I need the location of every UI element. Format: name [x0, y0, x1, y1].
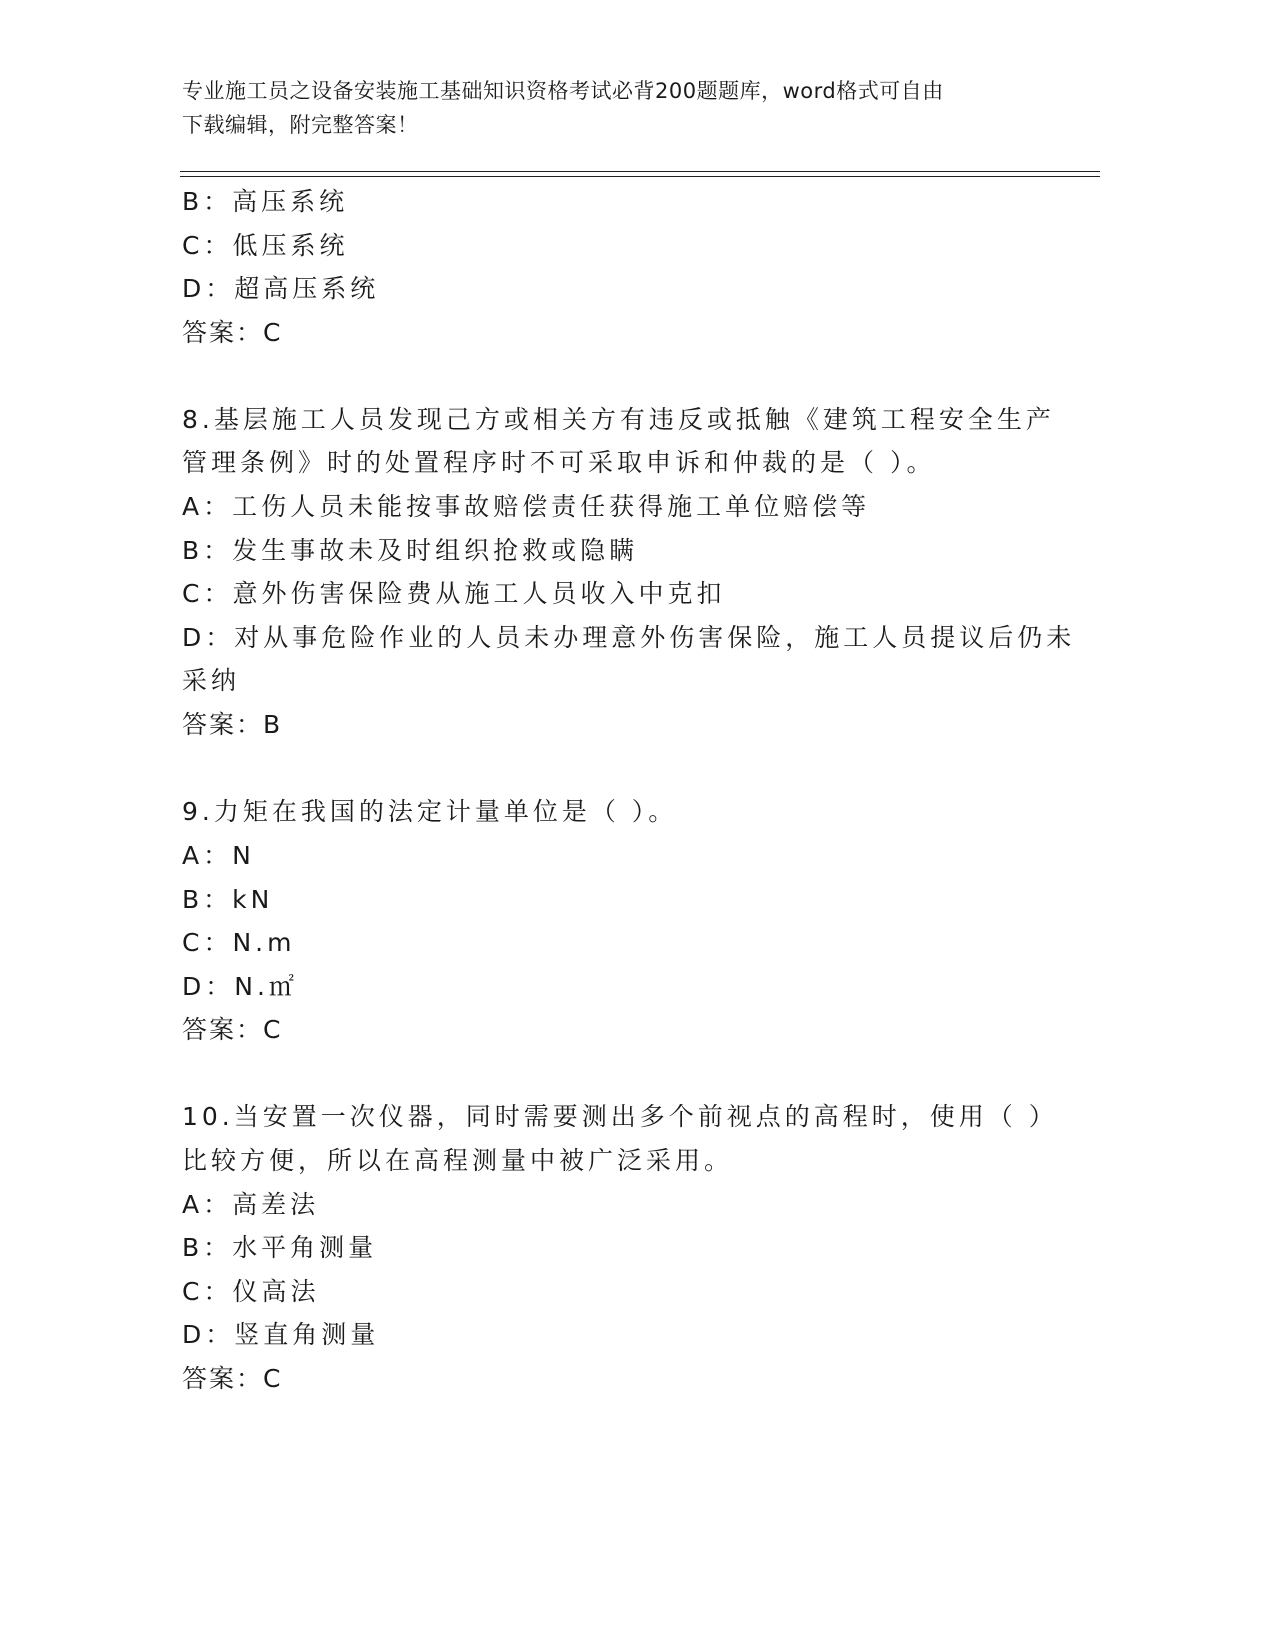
- q9-option-d: D：N.㎡: [182, 972, 298, 1001]
- q9-option-b: B：kN: [182, 885, 274, 914]
- q8-option-a: A：工伤人员未能按事故赔偿责任获得施工单位赔偿等: [182, 492, 871, 521]
- q10-option-a: A：高差法: [182, 1190, 320, 1219]
- q9-stem: 9.力矩在我国的法定计量单位是（ ）。: [182, 797, 678, 826]
- q8-stem-line-2: 管理条例》时的处置程序时不可采取申诉和仲裁的是（ ）。: [182, 448, 936, 477]
- q8-stem-line-1: 8.基层施工人员发现己方或相关方有违反或抵触《建筑工程安全生产: [182, 405, 1055, 434]
- q8-option-b: B：发生事故未及时组织抢救或隐瞒: [182, 536, 639, 565]
- q7-option-d: D：超高压系统: [182, 274, 380, 303]
- q8-option-d-line-2: 采纳: [182, 666, 241, 695]
- header-title-line-1: 专业施工员之设备安装施工基础知识资格考试必背200题题库，word格式可自由: [182, 79, 944, 103]
- q8-option-c: C：意外伤害保险费从施工人员收入中克扣: [182, 579, 726, 608]
- header-divider-top: [180, 171, 1100, 172]
- q7-option-b: B：高压系统: [182, 187, 349, 216]
- q10-stem-line-1: 10.当安置一次仪器，同时需要测出多个前视点的高程时，使用（ ）: [182, 1102, 1058, 1131]
- document-header: [182, 74, 1062, 142]
- q9-option-a: A：N: [182, 841, 255, 870]
- q7-option-c: C：低压系统: [182, 231, 349, 260]
- q10-option-c: C：仪高法: [182, 1277, 320, 1306]
- header-title-line-2: 下载编辑，附完整答案！: [182, 113, 419, 137]
- q10-answer: 答案：C: [182, 1364, 283, 1393]
- header-divider-bottom: [180, 176, 1100, 177]
- q10-stem-line-2: 比较方便，所以在高程测量中被广泛采用。: [182, 1146, 734, 1175]
- q7-answer: 答案：C: [182, 318, 283, 347]
- q8-answer: 答案：B: [182, 710, 283, 739]
- q9-option-c: C：N.m: [182, 928, 296, 957]
- q8-option-d-line-1: D：对从事危险作业的人员未办理意外伤害保险，施工人员提议后仍未: [182, 623, 1076, 652]
- q9-answer: 答案：C: [182, 1015, 283, 1044]
- q10-option-d: D：竖直角测量: [182, 1320, 380, 1349]
- q10-option-b: B：水平角测量: [182, 1233, 378, 1262]
